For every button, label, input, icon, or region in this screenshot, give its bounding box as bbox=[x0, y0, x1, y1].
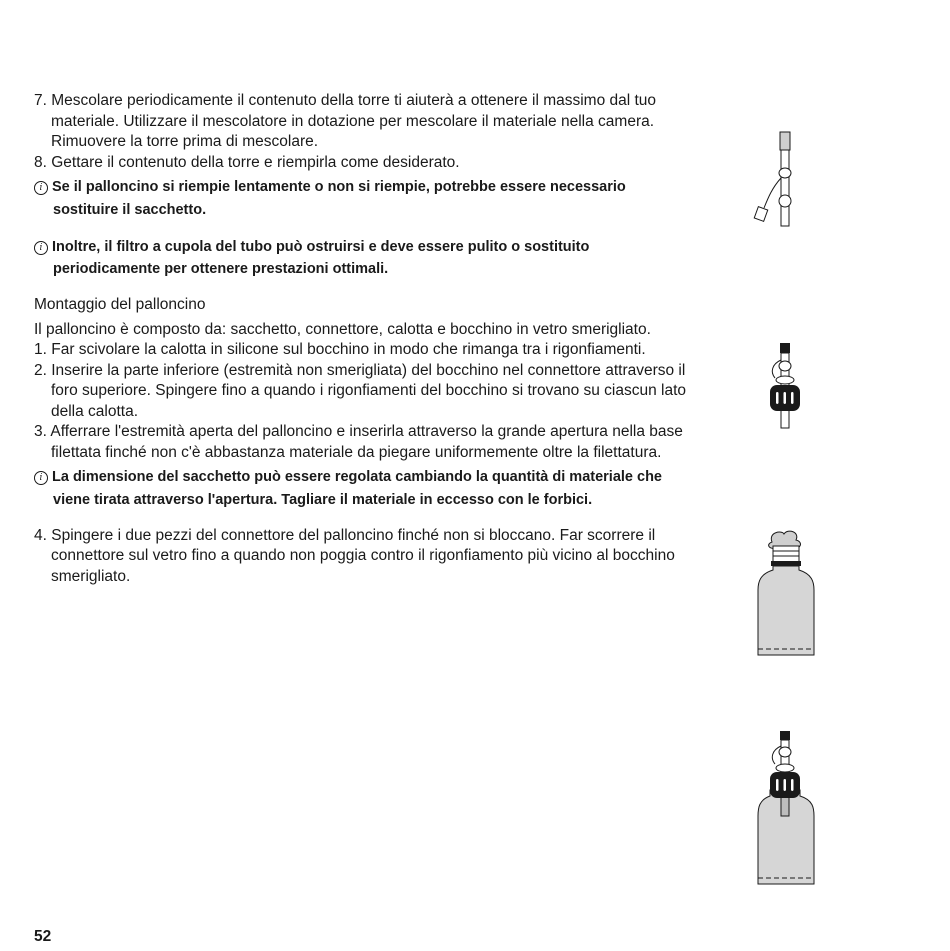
note-text: Se il palloncino si riempie lentamente o non si riempie, potrebbe essere necessario sostituire il sacchetto. bbox=[52, 179, 626, 218]
info-circle-icon: i bbox=[34, 181, 48, 195]
silicone-cap bbox=[754, 207, 768, 222]
grip-slot bbox=[776, 779, 779, 791]
step-2: 2. Inserire la parte inferiore (estremità non smerigliata) del bocchino nel connettore attraverso il foro superiore. Spingere fino a quando i rigonfiamenti del bocchino si trovano su ciascun lato della calotta. bbox=[34, 361, 687, 420]
grip-slot bbox=[776, 392, 779, 404]
bulge bbox=[779, 747, 791, 757]
note-filter-clean bbox=[34, 236, 694, 281]
note-text: La dimensione del sacchetto può essere regolata cambiando la quantità di materiale che viene tirata attraverso l'apertura. Tagliare il materiale in eccesso con le forbici. bbox=[52, 469, 662, 508]
bulge bbox=[779, 168, 791, 178]
grip-slot bbox=[791, 392, 794, 404]
ground-glass-tip bbox=[780, 132, 790, 150]
bulge bbox=[779, 195, 791, 207]
mouthpiece-tip bbox=[780, 343, 790, 353]
info-circle-icon: i bbox=[34, 241, 48, 255]
step-4: 4. Spingere i due pezzi del connettore del palloncino finché non si bloccano. Far scorrere il connettore sul vetro fino a quando non poggia contro il rigonfiamento più vicino al bocchino smerigliato. bbox=[34, 526, 675, 585]
step-1: 1. Far scivolare la calotta in silicone sul bocchino in modo che rimanga tra i rigonfiamenti. bbox=[34, 341, 646, 358]
note-bag-replace bbox=[34, 176, 694, 221]
cap-ring bbox=[776, 376, 794, 384]
step-3: 3. Afferrare l'estremità aperta del palloncino e inserirla attraverso la grande apertura nella base filettata finché non c'è abbastanza materiale da piegare uniformemente oltre la filettatura. bbox=[34, 423, 683, 461]
instructions-column bbox=[34, 91, 694, 587]
grip-slot bbox=[784, 392, 787, 404]
balloon-bag bbox=[758, 566, 814, 655]
mouthpiece-tube-illustration bbox=[750, 128, 800, 230]
step-7: 7. Mescolare periodicamente il contenuto della torre ti aiuterà a ottenere il massimo dal tuo materiale. Utilizzare il mescolatore in dotazione per mescolare il materiale nella camera. Rimuovere la torre prima di mescolare. bbox=[34, 92, 657, 150]
bag-in-connector-illustration bbox=[756, 528, 816, 658]
inner-tube bbox=[781, 796, 789, 816]
section-intro: Il palloncino è composto da: sacchetto, connettore, calotta e bocchino in vetro smerigliato. bbox=[34, 320, 651, 338]
cap-strap bbox=[764, 178, 781, 208]
base-ring bbox=[771, 561, 801, 566]
bulge bbox=[779, 361, 791, 371]
grip-slot bbox=[784, 779, 787, 791]
step-8: 8. Gettare il contenuto della torre e riempirla come desiderato. bbox=[34, 153, 460, 171]
section-heading: Montaggio del palloncino bbox=[34, 296, 206, 313]
glass-tube bbox=[781, 150, 789, 226]
cap-ring bbox=[776, 764, 794, 772]
note-bag-size bbox=[34, 466, 694, 511]
page-number: 52 bbox=[34, 928, 52, 945]
mouthpiece-tip bbox=[780, 731, 790, 740]
info-circle-icon: i bbox=[34, 471, 48, 485]
note-text: Inoltre, il filtro a cupola del tubo può ostruirsi e deve essere pulito o sostituito periodicamente per ottenere prestazioni ottimali. bbox=[52, 238, 590, 277]
connector-assembly-illustration bbox=[762, 340, 812, 432]
threaded-base bbox=[773, 546, 799, 562]
grip-slot bbox=[791, 779, 794, 791]
assembled-balloon-illustration bbox=[756, 728, 816, 888]
